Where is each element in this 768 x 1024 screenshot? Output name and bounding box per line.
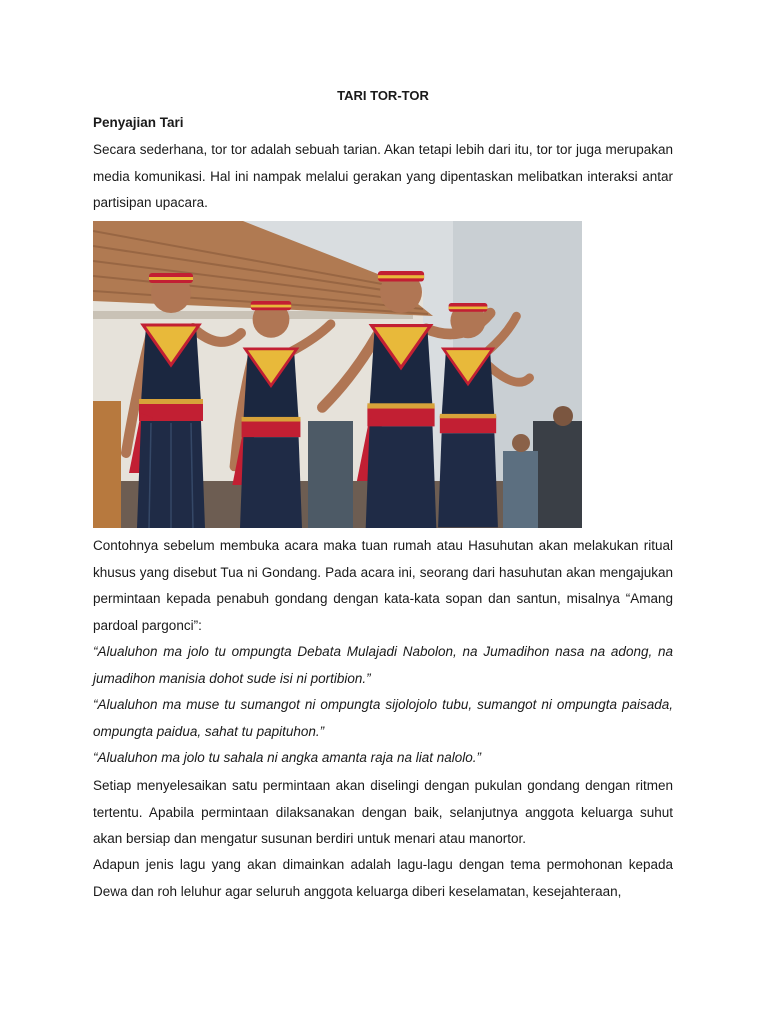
paragraph-intro: Secara sederhana, tor tor adalah sebuah tarian. Akan tetapi lebih dari itu, tor tor juga merupakan media komunikasi. Hal ini nampak melalui gerakan yang dipentaskan melibatkan interaksi antar partisipan upacara.: [93, 142, 673, 210]
paragraph-ritual: Contohnya sebelum membuka acara maka tuan rumah atau Hasuhutan akan melakukan ritual khusus yang disebut Tua ni Gondang. Pada acara ini, seorang dari hasuhutan akan mengajukan permintaan kepada penabuh gondang dengan kata-kata sopan dan santun, misalnya “Amang pardoal pargonci”:: [93, 538, 673, 633]
quote-3: “Alualuhon ma jolo tu sahala ni angka amanta raja na liat nalolo.”: [93, 750, 481, 765]
quote-1: “Alualuhon ma jolo tu ompungta Debata Mulajadi Nabolon, na Jumadihon nasa na adong, na jumadihon manisia dohot sude isi ni portibion.”: [93, 644, 673, 686]
paragraph-gondang: Setiap menyelesaikan satu permintaan akan diselingi dengan pukulan gondang dengan ritmen tertentu. Apabila permintaan dilaksanakan dengan baik, selanjutnya anggota keluarga suhut akan bersiap dan mengatur susunan berdiri untuk menari atau manortor.: [93, 778, 673, 846]
document-title: TARI TOR-TOR: [337, 88, 429, 103]
paragraph-songs: Adapun jenis lagu yang akan dimainkan adalah lagu-lagu dengan tema permohonan kepada Dewa dan roh leluhur agar seluruh anggota keluarga diberi keselamatan, kesejahteraan,: [93, 857, 673, 899]
quote-2: “Alualuhon ma muse tu sumangot ni ompungta sijolojolo tubu, sumangot ni ompungta paisada, ompungta paidua, sahat tu papituhon.”: [93, 697, 673, 739]
dancers-photo: [93, 221, 582, 528]
tor-tor-dancers-illustration: [93, 221, 582, 528]
section-heading: Penyajian Tari: [93, 115, 184, 130]
